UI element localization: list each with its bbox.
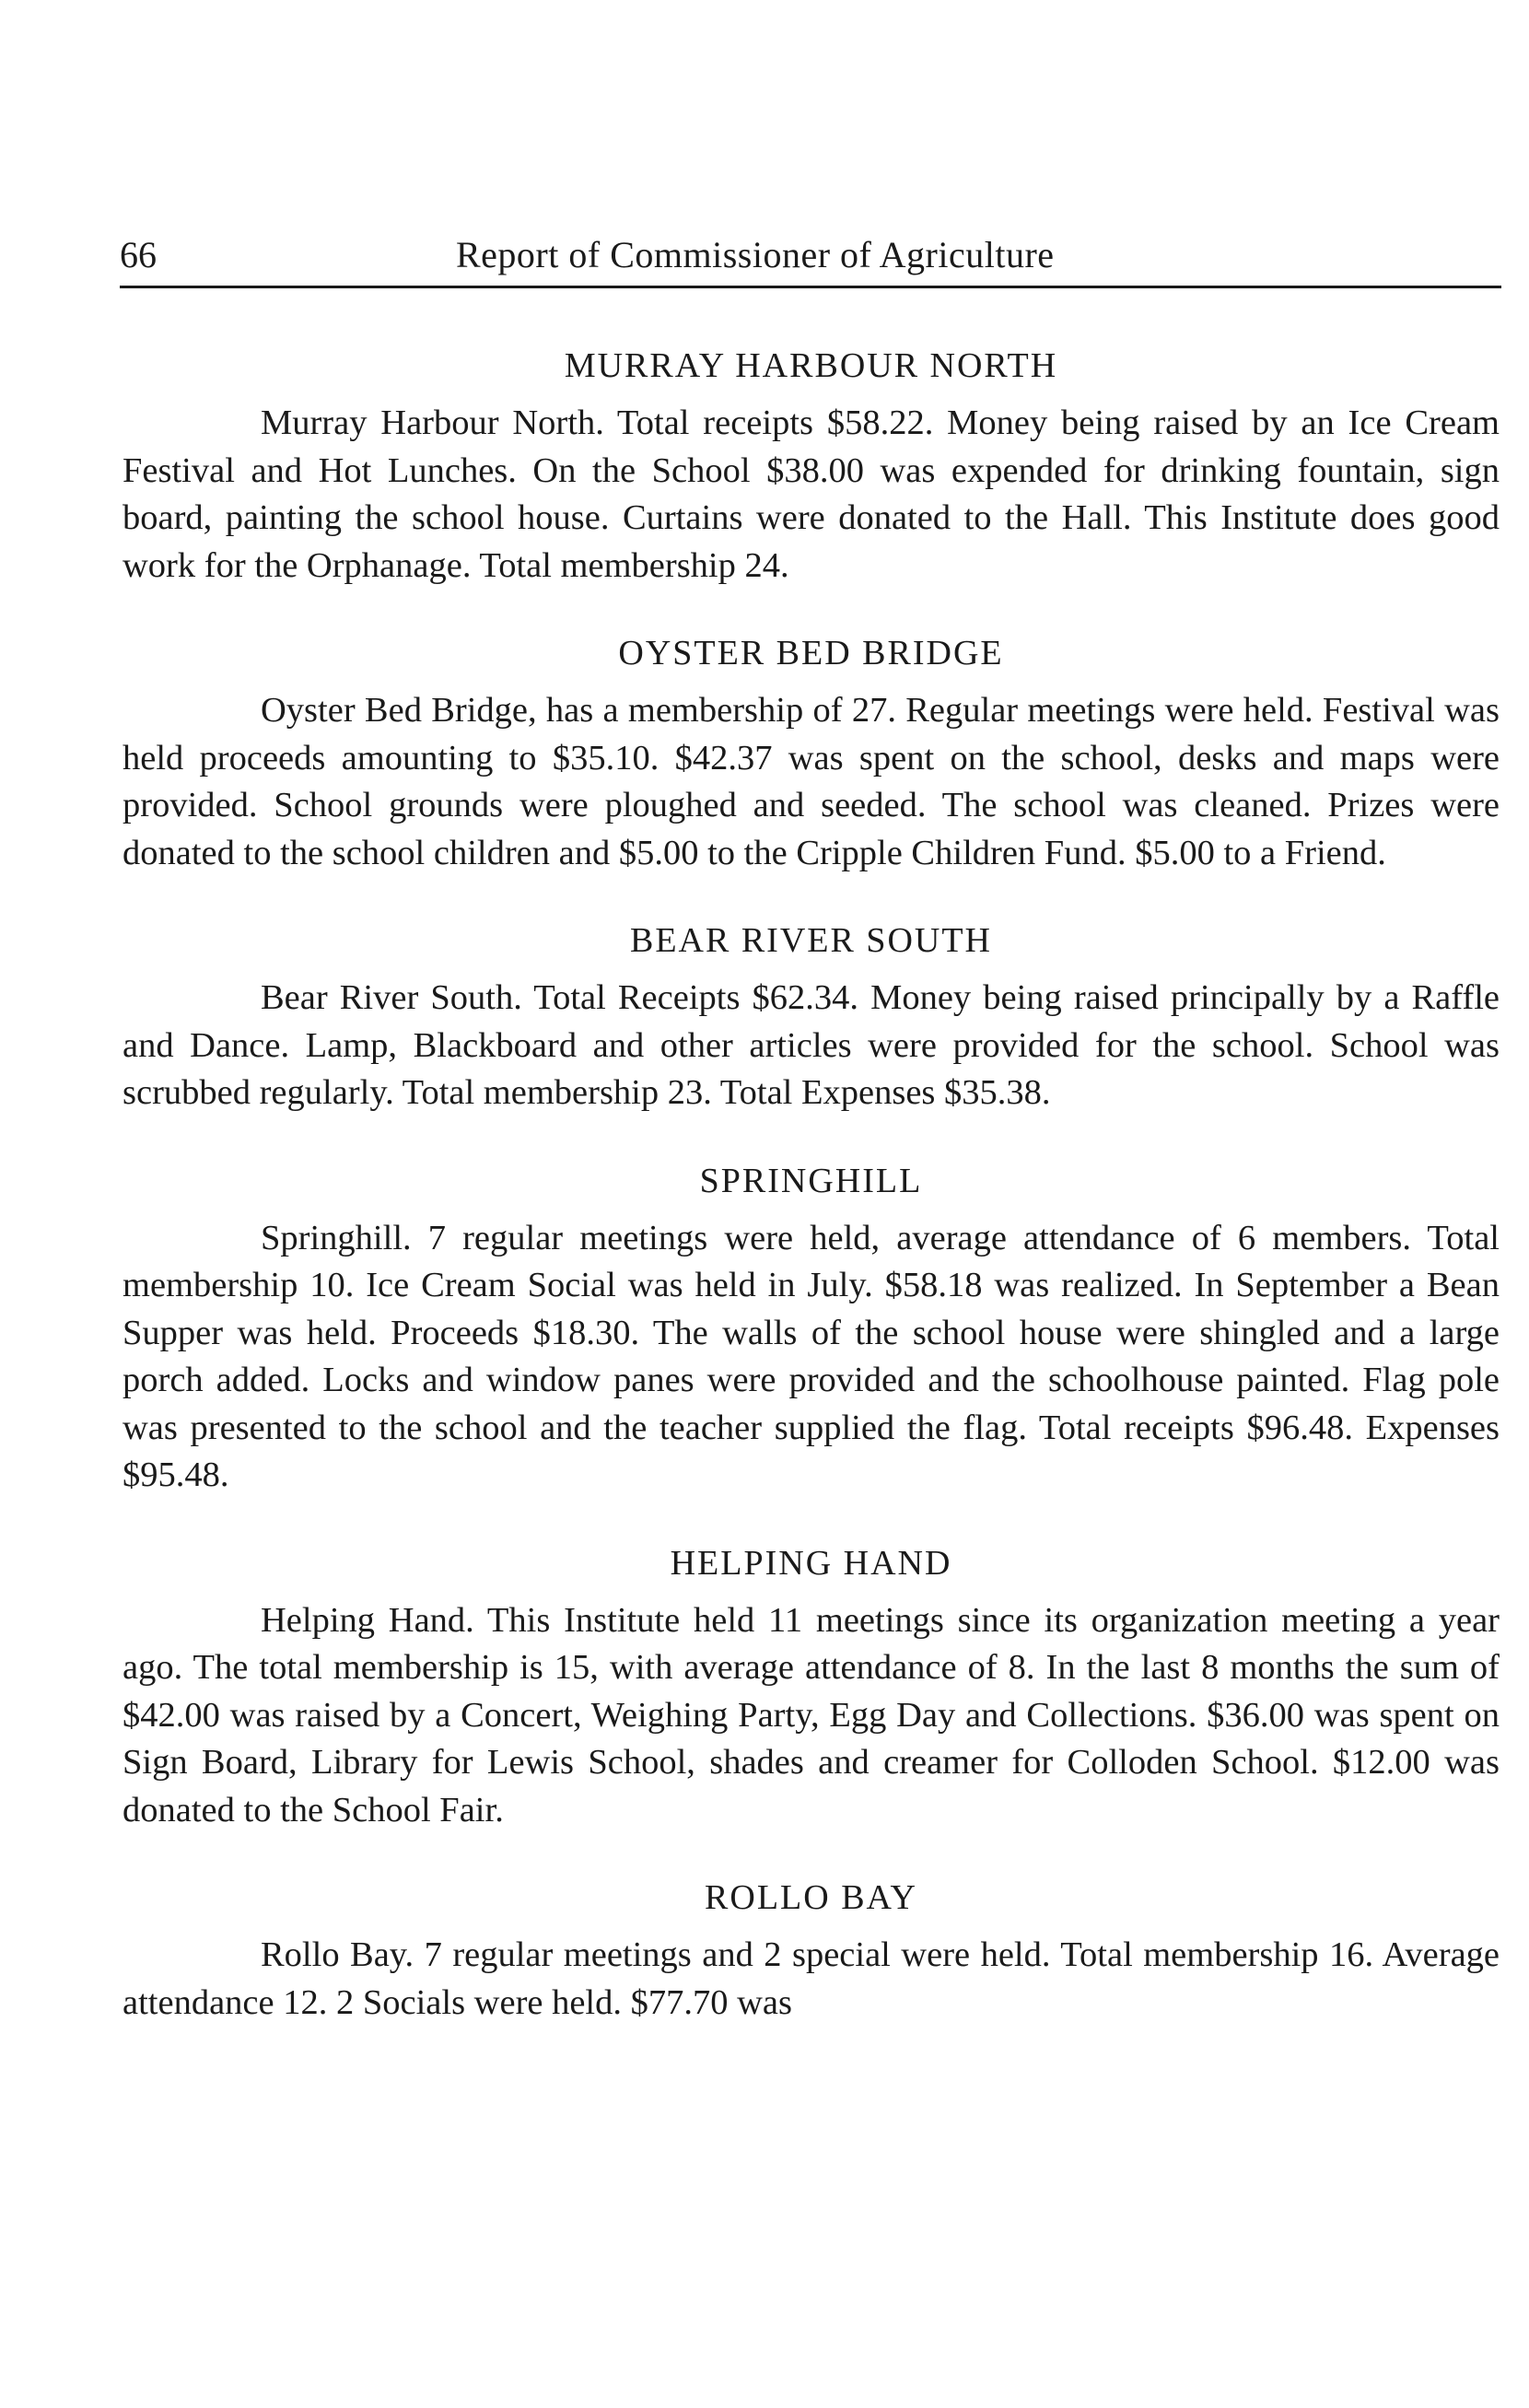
section-heading-murray-harbour-north: MURRAY HARBOUR NORTH [564,346,1058,385]
section-heading-bear-river-south: BEAR RIVER SOUTH [629,921,993,960]
section-text-rollo-bay: Rollo Bay. 7 regular meetings and 2 special were held. Total membership 16. Average attendance 12. 2 Socials were held. $77.70 was [123,1935,1500,2022]
report-body [123,343,1500,2027]
section-heading-helping-hand: HELPING HAND [670,1543,952,1583]
section-text-springhill: Springhill. 7 regular meetings were held, average attendance of 6 members. Total membership 10. Ice Cream Social was held in July. $58.18 was realized. In September a Bean Supper was held. Proceeds $18.30. The walls of the school house were shingled and a large porch added. Locks and window panes were provided and the schoolhouse painted. Flag pole was presented to the school and the teacher supplied the flag. Total receipts $96.48. Expenses $95.48. [123,1218,1500,1494]
section-text-murray-harbour-north: Murray Harbour North. Total receipts $58.22. Money being raised by an Ice Cream Festival and Hot Lunches. On the School $38.00 was expended for drinking fountain, sign board, painting the school house. Curtains were donated to the Hall. This Institute does good work for the Orphanage. Total membership 24. [123,403,1500,585]
section-text-bear-river-south: Bear River South. Total Receipts $62.34. Money being raised principally by a Raffle and Dance. Lamp, Blackboard and other articles were provided for the school. School was scrubbed regularly. Total membership 23. Total Expenses $35.38. [123,978,1500,1112]
running-title: Report of Commissioner of Agriculture [456,234,1055,275]
header-rule [120,286,1501,288]
section-heading-oyster-bed-bridge: OYSTER BED BRIDGE [618,634,1004,672]
section-text-oyster-bed-bridge: Oyster Bed Bridge, has a membership of 27. Regular meetings were held. Festival was held proceeds amounting to $35.10. $42.37 was spent on the school, desks and maps were provided. School grounds were ploughed and seeded. The school was cleaned. Prizes were donated to the school children and $5.00 to the Cripple Children Fund. $5.00 to a Friend. [123,691,1500,872]
running-head [120,232,1501,278]
section-heading-springhill: SPRINGHILL [699,1161,923,1200]
page-number: 66 [120,234,157,275]
section-text-helping-hand: Helping Hand. This Institute held 11 meetings since its organization meeting a year ago. The total membership is 15, with average attendance of 8. In the last 8 months the sum of $42.00 was raised by a Concert, Weighing Party, Egg Day and Collections. $36.00 was spent on Sign Board, Library for Lewis School, shades and creamer for Colloden School. $12.00 was donated to the School Fair. [123,1600,1500,1829]
section-heading-rollo-bay: ROLLO BAY [705,1878,917,1917]
